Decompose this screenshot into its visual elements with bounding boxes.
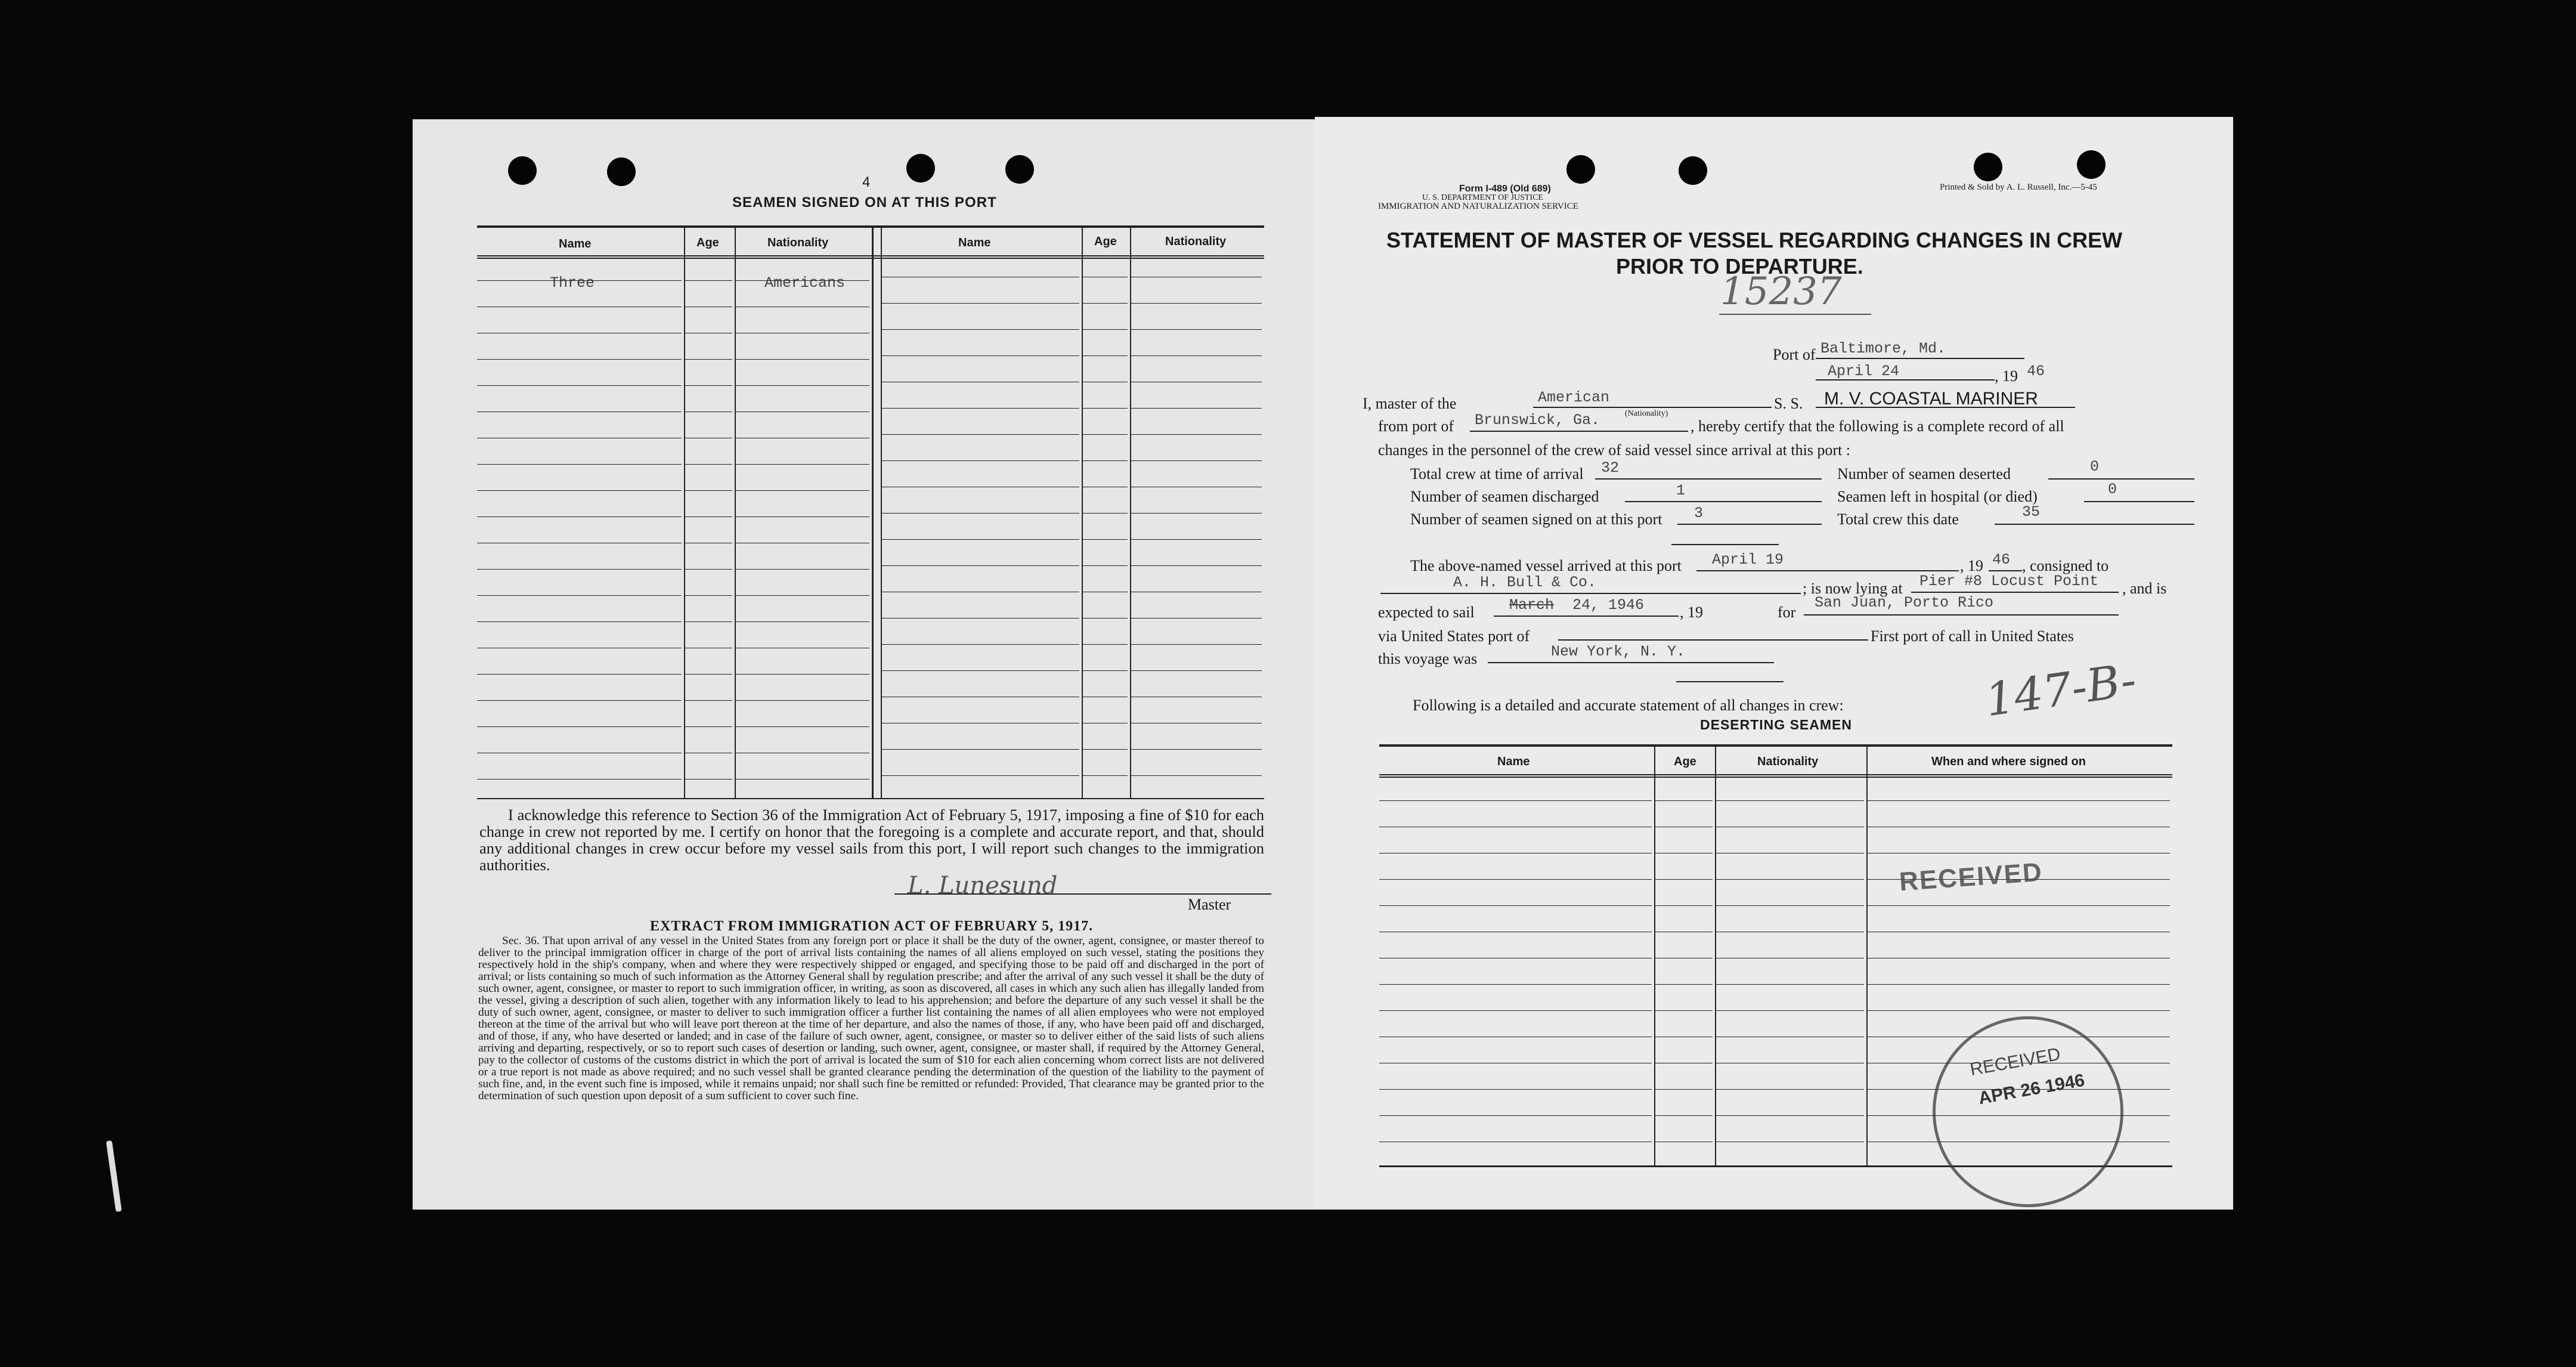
year-value: 46 (2027, 363, 2045, 380)
table-rule (684, 280, 732, 281)
table-rule (1866, 905, 2170, 906)
table-rule (881, 565, 1079, 566)
sail-year-label: , 19 (1680, 604, 1703, 621)
table-rule (1082, 775, 1128, 776)
following-text: Following is a detailed and accurate statement of all changes in crew: (1413, 697, 1844, 714)
received-stamp: RECEIVED (1898, 857, 2044, 897)
table-rule (1130, 749, 1262, 750)
signed-on-value: 3 (1694, 505, 1704, 522)
printer-credit: Printed & Sold by A. L. Russell, Inc.—5-45 (1940, 183, 2097, 192)
for-label: for (1778, 604, 1796, 621)
table-rule (735, 464, 869, 465)
table-rule (1654, 800, 1713, 801)
table-rule (735, 726, 869, 727)
and-is-label: , and is (2122, 580, 2167, 597)
column-header-name: Name (559, 237, 592, 250)
year-label: , 19 (1995, 367, 2018, 385)
discharged-value: 1 (1676, 482, 1686, 499)
table-rule (1130, 644, 1262, 645)
port-value: Baltimore, Md. (1820, 340, 1946, 357)
ss-label: S. S. (1774, 395, 1803, 412)
left-page (413, 119, 1325, 1210)
discharged-label: Number of seamen discharged (1410, 488, 1599, 505)
table-rule (881, 513, 1079, 514)
punch-hole (1005, 155, 1034, 184)
punch-hole (1974, 153, 2002, 181)
sail-date-value: 24, 1946 (1572, 596, 1645, 614)
form-number: Form I-489 (Old 689) (1459, 184, 1551, 194)
table-rule (881, 408, 1079, 409)
statement-title-line1: STATEMENT OF MASTER OF VESSEL REGARDING CHANGES IN CREW (1386, 228, 2123, 252)
table-rule (735, 490, 869, 491)
punch-hole (1566, 155, 1595, 184)
table-rule (881, 355, 1079, 356)
table-rule (477, 490, 682, 491)
punch-hole (906, 154, 935, 183)
table-rule (1379, 800, 1652, 801)
table-rule (1130, 329, 1262, 330)
table-rule (477, 621, 682, 622)
table-rule (1379, 984, 1652, 985)
deserted-value: 0 (2090, 458, 2100, 475)
table-rule (1082, 303, 1128, 304)
certify-text: , hereby certify that the following is a complete record of all (1690, 417, 2064, 435)
date-value: April 24 (1828, 363, 1900, 380)
deserting-header-name: Name (1497, 755, 1530, 768)
punch-hole (508, 156, 537, 185)
table-rule (1654, 905, 1713, 906)
table-rule (477, 595, 682, 596)
punch-hole (607, 157, 636, 186)
table-rule (1082, 329, 1128, 330)
table-rule (881, 329, 1079, 330)
statement-title-line2: PRIOR TO DEPARTURE. (1616, 254, 1863, 279)
extract-title: EXTRACT FROM IMMIGRATION ACT OF FEBRUARY 5, 1917. (650, 918, 1094, 934)
date-stamp-date: APR 26 1946 (1977, 1070, 2086, 1109)
deserting-header-nationality: Nationality (1757, 755, 1819, 768)
date-stamp-received: RECEIVED (1968, 1044, 2062, 1080)
arrived-year-label: , 19 (1960, 557, 1983, 574)
file-number: 15237 (1720, 270, 1842, 314)
lying-at-value: Pier #8 Locust Point (1919, 573, 2099, 590)
table-rule (684, 674, 732, 675)
table-rule (1130, 408, 1262, 409)
table-rule (1715, 984, 1864, 985)
hospital-label: Seamen left in hospital (or died) (1837, 488, 2038, 505)
table-rule (1715, 1089, 1864, 1090)
consignee-value: A. H. Bull & Co. (1453, 574, 1597, 591)
table-rule (735, 595, 869, 596)
table-rule (477, 700, 682, 701)
arrived-date-value: April 19 (1712, 551, 1784, 568)
table-rule (477, 280, 682, 281)
table-rule (735, 621, 869, 622)
table-rule (1379, 1115, 1652, 1116)
punch-hole (1679, 156, 1707, 185)
table-rule (684, 700, 732, 701)
table-rule (1130, 355, 1262, 356)
service: IMMIGRATION AND NATURALIZATION SERVICE (1378, 202, 1578, 211)
table-rule (684, 359, 732, 360)
lying-label: ; is now lying at (1803, 580, 1903, 597)
table-rule (735, 385, 869, 386)
via-label: via United States port of (1378, 627, 1530, 645)
table-rule (735, 674, 869, 675)
column-header-age: Age (696, 236, 719, 249)
destination-value: San Juan, Porto Rico (1815, 594, 1994, 611)
table-rule (1654, 1089, 1713, 1090)
table-rule (1654, 1115, 1713, 1116)
table-rule (1130, 670, 1262, 671)
table-rule (1082, 355, 1128, 356)
date-stamp-circle (1933, 1016, 2123, 1207)
voyage-label: this voyage was (1378, 650, 1478, 667)
crew-arrival-value: 32 (1601, 459, 1620, 477)
crew-arrival-label: Total crew at time of arrival (1410, 465, 1584, 483)
vessel-name: M. V. COASTAL MARINER (1824, 389, 2038, 409)
department: U. S. DEPARTMENT OF JUSTICE (1422, 193, 1543, 202)
handwritten-note: 147-B- (1982, 652, 2140, 727)
table-rule (1715, 879, 1864, 880)
table-rule (1379, 879, 1652, 880)
table-rule (1130, 565, 1262, 566)
table-rule (1130, 303, 1262, 304)
table-rule (1654, 879, 1713, 880)
hospital-value: 0 (2108, 481, 2117, 498)
table-rule (477, 385, 682, 386)
total-crew-value: 35 (2022, 503, 2041, 521)
signed-on-label: Number of seamen signed on at this port (1410, 511, 1662, 528)
table-rule (881, 460, 1079, 461)
acknowledgement-text: I acknowledge this reference to Section 36 of the Immigration Act of February 5, 1917, imposing a fine of $10 for each change in crew not reported by me. I certify on honor that the foregoing is a complete and accurate report, and that, should any additional changes in crew occur before my vessel sails from this port, I will report such changes to the immigration authorities. (479, 806, 1264, 874)
table-rule (684, 569, 732, 570)
table-rule (477, 779, 682, 780)
table-rule (1082, 749, 1128, 750)
table-rule (881, 670, 1079, 671)
right-page (1315, 117, 2233, 1210)
deserting-header-signed-on: When and where signed on (1931, 755, 2086, 768)
table-rule (881, 539, 1079, 540)
table-rule (881, 749, 1079, 750)
table-rule (477, 674, 682, 675)
table-rule (684, 621, 732, 622)
deserting-seamen-title: DESERTING SEAMEN (1700, 717, 1852, 732)
column-header-name-2: Name (958, 236, 991, 249)
deserting-header-age: Age (1674, 755, 1696, 768)
table-rule (1866, 800, 2170, 801)
master-label: Master (1188, 896, 1231, 913)
table-row-nationality: Americans (764, 274, 846, 292)
expected-label: expected to sail (1378, 604, 1475, 621)
from-port-label: from port of (1378, 417, 1454, 435)
column-header-nationality-2: Nationality (1165, 235, 1227, 248)
table-rule (881, 644, 1079, 645)
table-rule (1866, 1010, 2170, 1011)
table-rule (684, 385, 732, 386)
total-crew-label: Total crew this date (1837, 511, 1959, 528)
table-rule (1082, 539, 1128, 540)
column-header-age-2: Age (1094, 235, 1117, 248)
table-rule (684, 726, 732, 727)
page-number: 4 (862, 174, 871, 190)
table-rule (684, 490, 732, 491)
table-rule (477, 726, 682, 727)
table-rule (1715, 905, 1864, 906)
table-rule (735, 779, 869, 780)
table-rule (1130, 434, 1262, 435)
from-port-value: Brunswick, Ga. (1475, 412, 1600, 429)
table-rule (684, 464, 732, 465)
table-rule (881, 434, 1079, 435)
deserted-label: Number of seamen deserted (1837, 465, 2011, 483)
table-rule (1379, 1010, 1652, 1011)
consigned-label: , consigned to (2022, 557, 2109, 574)
table-rule (1082, 644, 1128, 645)
voyage-port-value: New York, N. Y. (1551, 643, 1686, 660)
table-rule (881, 303, 1079, 304)
table-rule (1130, 460, 1262, 461)
arrived-year-value: 46 (1992, 551, 2011, 568)
column-header-nationality: Nationality (767, 236, 829, 249)
table-rule (1654, 984, 1713, 985)
changes-text: changes in the personnel of the crew of said vessel since arrival at this port : (1378, 441, 1851, 459)
punch-hole (2077, 150, 2106, 179)
table-rule (1082, 460, 1128, 461)
table-rule (1082, 670, 1128, 671)
table-rule (1130, 775, 1262, 776)
table-rule (735, 700, 869, 701)
port-label: Port of (1773, 346, 1816, 363)
table-rule (1379, 1089, 1652, 1090)
table-rule (1082, 513, 1128, 514)
table-row-name: Three (550, 274, 595, 292)
nationality-caption: (Nationality) (1625, 409, 1668, 418)
table-rule (735, 280, 869, 281)
table-rule (684, 595, 732, 596)
arrived-label: The above-named vessel arrived at this port (1410, 557, 1682, 574)
left-page-title: SEAMEN SIGNED ON AT THIS PORT (732, 194, 997, 211)
master-signature: L. Lunesund (908, 872, 1058, 899)
table-rule (1715, 1115, 1864, 1116)
table-rule (1866, 984, 2170, 985)
table-rule (1082, 408, 1128, 409)
table-rule (684, 779, 732, 780)
table-rule (735, 359, 869, 360)
table-rule (1082, 565, 1128, 566)
sail-date-struck: March (1509, 596, 1555, 614)
table-rule (1379, 905, 1652, 906)
master-of-label: I, master of the (1363, 395, 1457, 412)
table-rule (1715, 800, 1864, 801)
table-rule (477, 464, 682, 465)
table-rule (735, 569, 869, 570)
table-rule (1082, 434, 1128, 435)
nationality-value: American (1538, 389, 1610, 406)
table-rule (1654, 1010, 1713, 1011)
table-rule (1715, 1010, 1864, 1011)
table-rule (1130, 539, 1262, 540)
table-rule (881, 775, 1079, 776)
extract-text: Sec. 36. That upon arrival of any vessel in the United States from any foreign port or place it shall be the duty of the owner, agent, consignee, or master thereof to deliver to the principal immigration officer in charge of the port of arrival lists containing the names of all aliens employed on such vessel, stating the positions they respectively hold in the ship's company, when and where they were respectively shipped or engaged, and specifying those to be paid off and discharged in the port of arrival; or lists containing so much of such information as the Attorney General shall by regulation prescribe; and after the arrival of any such vessel it shall be the duty of such owner, agent, consignee, or master to report to such immigration officer, in writing, as soon as discovered, all cases in which any such alien has illegally landed from the vessel, giving a description of such alien, together with any information likely to lead to his apprehension; and before the departure of any such vessel it shall be the duty of such owner, agent, consignee, or master to deliver to such immigration officer a further list containing the names of all alien employees who were not employed thereon at the time of the arrival but who will leave port thereon at the time of her departure, and also the names of those, if any, who have been paid off and discharged, and of those, if any, who have deserted or landed; and in case of the failure of such owner, agent, consignee, or master so to deliver either of the said lists of such aliens arriving and departing, respectively, or so to report such cases of desertion or landing, such owner, agent, consignee, or master shall, if required by the Attorney General, pay to the collector of customs of the customs district in which the port of arrival is located the sum of $10 for each alien concerning whom correct lists are not delivered or a true report is not made as above required; and no such vessel shall be granted clearance pending the determination of the question of the liability to the payment of such fine, and, in the event such fine is imposed, while it remains unpaid; nor shall such fine be remitted or refunded: Provided, That clearance may be granted prior to the determination of such question upon deposit of a sum sufficient to cover such fine. (478, 935, 1264, 1102)
first-port-label: First port of call in United States (1871, 627, 2074, 645)
film-scratch (106, 1140, 122, 1212)
table-rule (1130, 513, 1262, 514)
table-rule (477, 569, 682, 570)
table-rule (477, 359, 682, 360)
